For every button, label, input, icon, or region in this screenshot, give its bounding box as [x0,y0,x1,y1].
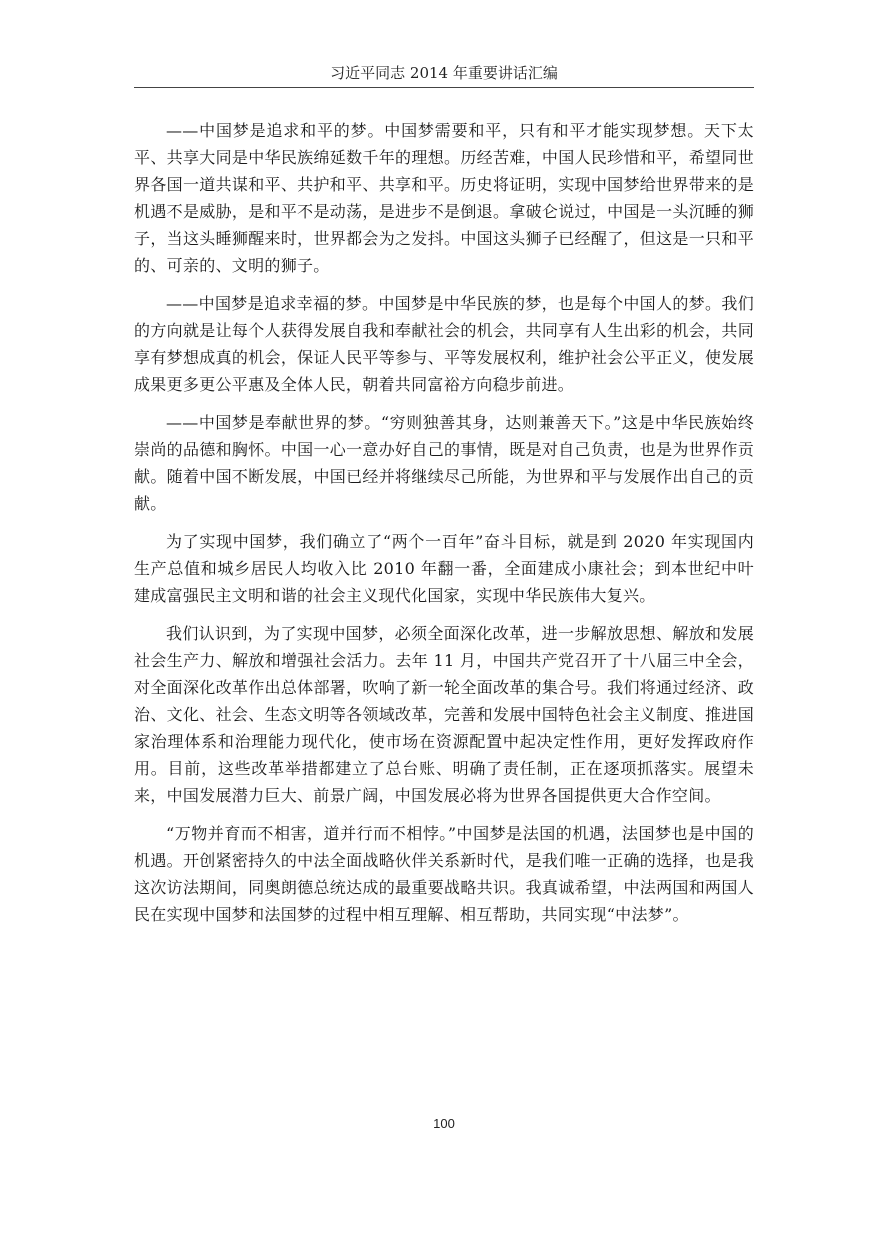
paragraph-deepening-reform: 我们认识到，为了实现中国梦，必须全面深化改革，进一步解放思想、解放和发展社会生产力、解放和增强社会活力。去年 11 月，中国共产党召开了十八届三中全会，对全面深化改革作出总体部署，吹响了新一轮全面改革的集合号。我们将通过经济、政治、文化、社会、生态文明等各领域改革，完善和发展中国特色社会主义制度、推进国家治理体系和治理能力现代化，使市场在资源配置中起决定性作用，更好发挥政府作用。目前，这些改革举措都建立了总台账、明确了责任制，正在逐项抓落实。展望未来，中国发展潜力巨大、前景广阔，中国发展必将为世界各国提供更大合作空间。 [134,624,754,805]
running-header: 习近平同志 2014 年重要讲话汇编 [330,64,558,82]
paragraph-two-centenary-goals: 为了实现中国梦，我们确立了“两个一百年”奋斗目标，就是到 2020 年实现国内生产总值和城乡居民人均收入比 2010 年翻一番，全面建成小康社会；到本世纪中叶建成富强民主文明和谐的社会主义现代化国家，实现中华民族伟大复兴。 [134,532,754,605]
page-number: 100 [433,1116,455,1131]
paragraph-contribution-dream: ——中国梦是奉献世界的梦。“穷则独善其身，达则兼善天下。”这是中华民族始终崇尚的品德和胸怀。中国一心一意办好自己的事情，既是对自己负责，也是为世界作贡献。随着中国不断发展，中国已经并将继续尽己所能，为世界和平与发展作出自己的贡献。 [134,413,754,513]
body-text [134,117,754,939]
paragraph-china-france-dream: “万物并育而不相害，道并行而不相悖。”中国梦是法国的机遇，法国梦也是中国的机遇。开创紧密持久的中法全面战略伙伴关系新时代，是我们唯一正确的选择，也是我这次访法期间，同奥朗德总统达成的最重要战略共识。我真诚希望，中法两国和两国人民在实现中国梦和法国梦的过程中相互理解、相互帮助，共同实现“中法梦”。 [134,824,754,924]
header-rule [134,87,754,88]
paragraph-happiness-dream: ——中国梦是追求幸福的梦。中国梦是中华民族的梦，也是每个中国人的梦。我们的方向就是让每个人获得发展自我和奉献社会的机会，共同享有人生出彩的机会，共同享有梦想成真的机会，保证人民平等参与、平等发展权利，维护社会公平正义，使发展成果更多更公平惠及全体人民，朝着共同富裕方向稳步前进。 [134,294,754,394]
paragraph-peace-dream: ——中国梦是追求和平的梦。中国梦需要和平，只有和平才能实现梦想。天下太平、共享大同是中华民族绵延数千年的理想。历经苦难，中国人民珍惜和平，希望同世界各国一道共谋和平、共护和平、共享和平。历史将证明，实现中国梦给世界带来的是机遇不是威胁，是和平不是动荡，是进步不是倒退。拿破仑说过，中国是一头沉睡的狮子，当这头睡狮醒来时，世界都会为之发抖。中国这头狮子已经醒了，但这是一只和平的、可亲的、文明的狮子。 [134,121,754,275]
